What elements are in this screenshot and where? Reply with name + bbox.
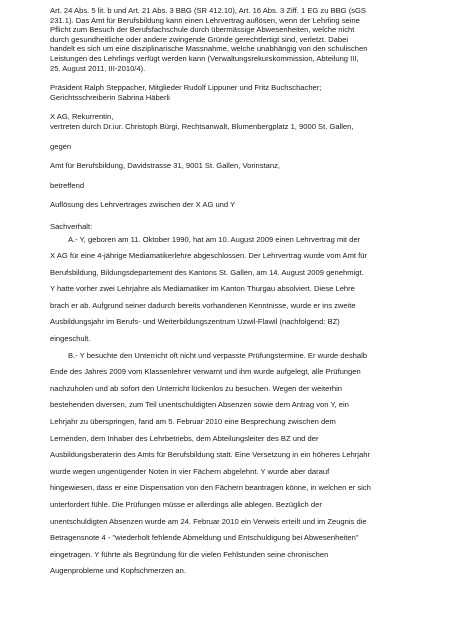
regeste-line: Art. 24 Abs. 5 lit. b und Art. 21 Abs. 3 BBG (SR 412.10), Art. 16 Abs. 3 Ziff. 1 EG zu BBG (sGS (50, 6, 366, 15)
regeste-paragraph (50, 6, 422, 73)
paragraph-a (50, 232, 422, 348)
paragraph-b-line: unentschuldigten Absenzen wurde am 24. Februar 2010 ein Verweis erteilt und im Zeugnis die (50, 516, 367, 526)
regeste-line: Leistungen des Lehrlings verfügt werden kann (Verwaltungsrekurskommission, Abteilung III, (50, 53, 359, 63)
paragraph-a-line: Ausbildungsjahr im Berufs- und Weiterbildungszentrum Uzwil-Flawil (nachfolgend: BZ) (50, 317, 340, 327)
regeste-line: handelt es sich um eine disziplinarische Massnahme, welche unabhängig von den schulischen (50, 44, 368, 54)
paragraph-b-line: bestehenden diversen, zum Teil unentschuldigten Absenzen sowie dem Antrag von Y, ein (50, 400, 349, 410)
regeste-line: durch gesundheitliche oder andere zwingende Gründe gerechtfertigt sind, verletzt. Dabei (50, 34, 349, 44)
appellant-line: vertreten durch Dr.iur. Christoph Bürgi, Rechtsanwalt, Blumenbergplatz 1, 9000 St. Gallen, (50, 121, 354, 131)
paragraph-a-line: Y hatte vorher zwei Lehrjahre als Mediamatiker im Kanton Thurgau absolviert. Diese Lehre (50, 284, 355, 294)
regeste-line: 231.1). Das Amt für Berufsbildung kann einen Lehrvertrag auflösen, wenn der Lehrling seine (50, 15, 360, 25)
court-composition (50, 83, 422, 102)
regeste-line: Pflicht zum Besuch der Berufsfachschule durch übermässige Abwesenheiten, welche nicht (50, 25, 355, 35)
paragraph-b-line: B.- Y besuchte den Unterricht oft nicht und verpasste Prüfungstermine. Er wurde deshalb (68, 350, 367, 360)
appellant-block (50, 112, 422, 131)
paragraph-b-line: Betragensnote 4 - "wiederholt fehlende Abmeldung und Entschuldigung bei Abwesenheiten" (50, 533, 359, 543)
paragraph-b-line: Augenprobleme und Kopfschmerzen an. (50, 566, 186, 576)
paragraph-b-line: eingetragen. Y führte als Begründung für die vielen Fehlstunden seine chronischen (50, 549, 329, 559)
paragraph-b-line: wurde wegen ungenügender Noten in vier Fächern abgelehnt. Y wurde aber darauf (50, 466, 330, 476)
paragraph-b-line: nachzuholen und ab sofort den Unterricht lückenlos zu besuchen. Wegen der weiterhin (50, 383, 342, 393)
sachverhalt-heading: Sachverhalt: (50, 221, 93, 231)
paragraph-a-line: eingeschult. (50, 334, 91, 344)
court-line: Präsident Ralph Steppacher, Mitglieder Rudolf Lippuner und Fritz Buchschacher; (50, 83, 322, 93)
subject-line: Auflösung des Lehrvertrages zwischen der X AG und Y (50, 200, 236, 210)
paragraph-b (50, 348, 422, 580)
paragraph-b-line: Ende des Jahres 2009 vom Klassenlehrer verwarnt und ihm wurde aufgelegt, alle Prüfungen (50, 367, 361, 377)
paragraph-a-line: X AG für eine 4-jährige Mediamatikerlehre abgeschlossen. Der Lehrvertrag wurde vom Amt für (50, 251, 367, 261)
paragraph-b-line: hingewiesen, dass er eine Dispensation von den Fächern beantragen könne, in welchen er sich (50, 483, 371, 493)
paragraph-b-line: unterfordert fühle. Die Prüfungen müsse er allerdings alle ablegen. Bezüglich der (50, 500, 322, 509)
gegen-label: gegen (50, 141, 72, 151)
paragraph-b-line: Lernenden, dem Inhaber des Lehrbetriebs, dem Abteilungsleiter des BZ und der (50, 433, 319, 443)
court-line: Gerichtsschreiberin Sabrina Häberli (50, 92, 170, 102)
paragraph-a-line: brach er ab. Aufgrund seiner dadurch bereits vorhandenen Kenntnisse, wurde er ins zweite (50, 300, 356, 310)
paragraph-a-line: Berufsbildung, Bildungsdepartement des Kantons St. Gallen, am 14. August 2009 genehmigt. (50, 267, 364, 277)
betreffend-label: betreffend (50, 180, 85, 190)
regeste-line: 25. August 2011, III-2010/4). (50, 63, 146, 73)
appellant-line: X AG, Rekurrentin, (50, 112, 114, 122)
respondent-line: Amt für Berufsbildung, Davidstrasse 31, 9001 St. Gallen, Vorinstanz, (50, 161, 281, 171)
paragraph-b-line: Ausbildungsberaterin des Amts für Berufsbildung statt. Eine Versetzung in ein höheres Lehrjahr (50, 450, 370, 460)
paragraph-a-line: A.- Y, geboren am 11. Oktober 1990, hat am 10. August 2009 einen Lehrvertrag mit der (68, 234, 361, 244)
paragraph-b-line: Lehrjahr zu überspringen, fand am 5. Februar 2010 eine Besprechung zwischen dem (50, 417, 336, 427)
